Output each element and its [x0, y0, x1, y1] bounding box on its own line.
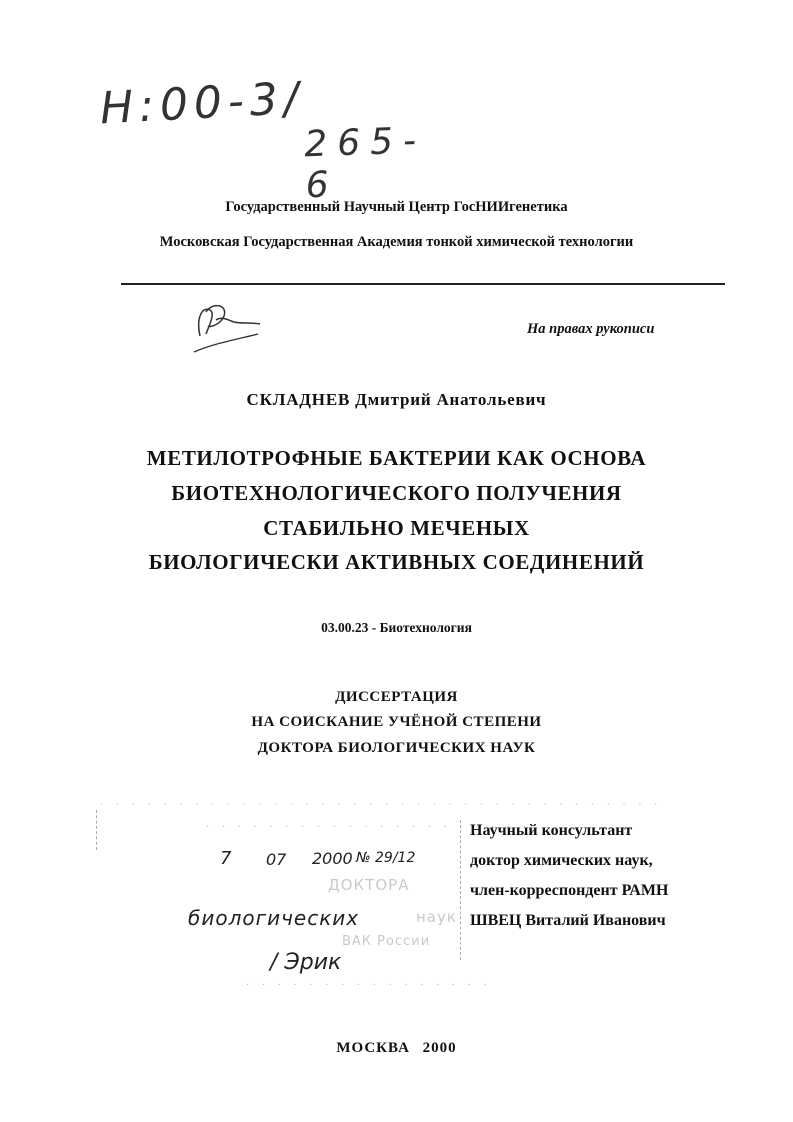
consultant-line-2: доктор химических наук,: [470, 852, 653, 869]
dissertation-line-2: НА СОИСКАНИЕ УЧЁНОЙ СТЕПЕНИ: [251, 714, 542, 730]
stamp-handwritten-signature: / Эрик: [270, 950, 342, 975]
title-line-4: БИОЛОГИЧЕСКИ АКТИВНЫХ СОЕДИНЕНИЙ: [148, 550, 645, 574]
specialty-code: 03.00.23 - Биотехнология: [321, 620, 472, 635]
stamp-handwritten-word: биологических: [188, 906, 360, 930]
stamp-faded-doktora: ДОКТОРА: [328, 876, 410, 894]
archive-number: [98, 72, 440, 207]
consultant-name: ШВЕЦ Виталий Иванович: [470, 912, 666, 929]
stamp-dots-row2: · · · · · · · · · · · · · · · · · · · · ·: [206, 822, 531, 833]
stamp-faded-nauk: наук: [416, 908, 457, 926]
city-year: МОСКВА 2000: [336, 1040, 457, 1056]
stamp-dots-top: · · · · · · · · · · · · · · · · · · · · · · · · · · · · · · · · · · · ·: [100, 800, 663, 811]
title-line-3: СТАБИЛЬНО МЕЧЕНЫХ: [263, 516, 530, 540]
archive-number-line1: Н:00-3/: [98, 72, 306, 135]
dissertation-line-3: ДОКТОРА БИОЛОГИЧЕСКИХ НАУК: [257, 740, 536, 756]
title-line-2: БИОТЕХНОЛОГИЧЕСКОГО ПОЛУЧЕНИЯ: [171, 481, 622, 505]
stamp-date-year: 2000: [312, 849, 353, 868]
author-name: СКЛАДНЕВ Дмитрий Анатольевич: [246, 390, 547, 409]
signature-mark-icon: [188, 298, 268, 358]
stamp-right-border: [460, 820, 461, 960]
stamp-faded-vak: ВАК России: [342, 934, 431, 949]
rights-note: На правах рукописи: [527, 321, 655, 337]
stamp-date-month: 07: [266, 850, 287, 869]
stamp-date-day: 7: [220, 848, 232, 869]
dissertation-line-1: ДИССЕРТАЦИЯ: [335, 689, 458, 705]
organization-line-2: Московская Государственная Академия тонкой химической технологии: [159, 234, 634, 250]
consultant-line-1: Научный консультант: [470, 822, 633, 839]
stamp-left-border: [96, 810, 97, 850]
archive-number-line2: 265-6: [303, 120, 427, 207]
organization-line-1: Государственный Научный Центр ГосНИИгенетика: [225, 199, 568, 215]
header-divider: [121, 283, 725, 285]
stamp-dots-bottom: · · · · · · · · · · · · · · · ·: [246, 980, 492, 991]
title-line-1: МЕТИЛОТРОФНЫЕ БАКТЕРИИ КАК ОСНОВА: [146, 446, 647, 470]
consultant-line-3: член-корреспондент РАМН: [470, 882, 669, 899]
stamp-number: № 29/12: [356, 850, 416, 866]
